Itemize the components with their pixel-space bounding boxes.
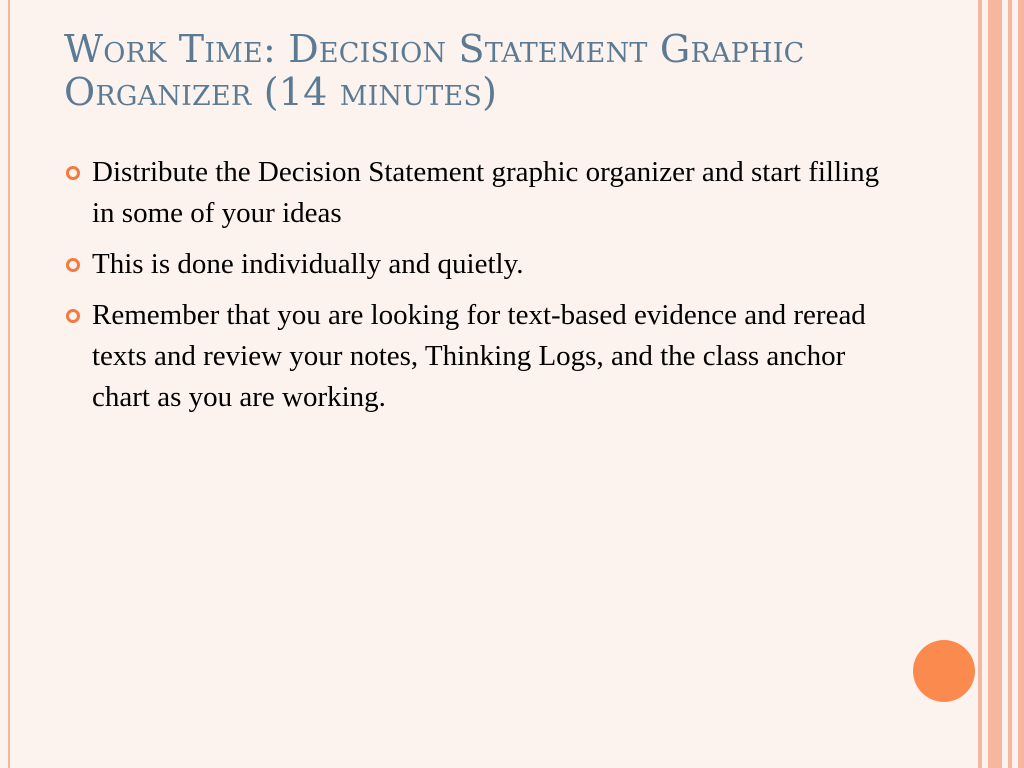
bullet-text: Remember that you are looking for text-based evidence and reread texts and review your notes, Thinking Logs, and the class anchor chart as you are working. [92,299,866,413]
stripe [978,0,982,768]
stripe [988,0,1002,768]
left-border-line [8,0,10,768]
bullet-list [66,152,896,418]
ring-bullet-icon [66,258,80,272]
bullet-item [66,295,896,418]
ring-bullet-icon [66,309,80,323]
right-decorative-stripes [978,0,1024,768]
bullet-text: This is done individually and quietly. [92,248,524,280]
stripe [1008,0,1012,768]
bullet-text: Distribute the Decision Statement graphic organizer and start filling in some of your ideas [92,156,880,229]
ring-bullet-icon [66,166,80,180]
slide-title: Work Time: Decision Statement Graphic Organizer (14 minutes) [64,27,805,114]
stripe [1018,0,1024,768]
decorative-circle [913,640,975,702]
bullet-item [66,244,896,285]
slide-content [66,152,896,428]
bullet-item [66,152,896,234]
